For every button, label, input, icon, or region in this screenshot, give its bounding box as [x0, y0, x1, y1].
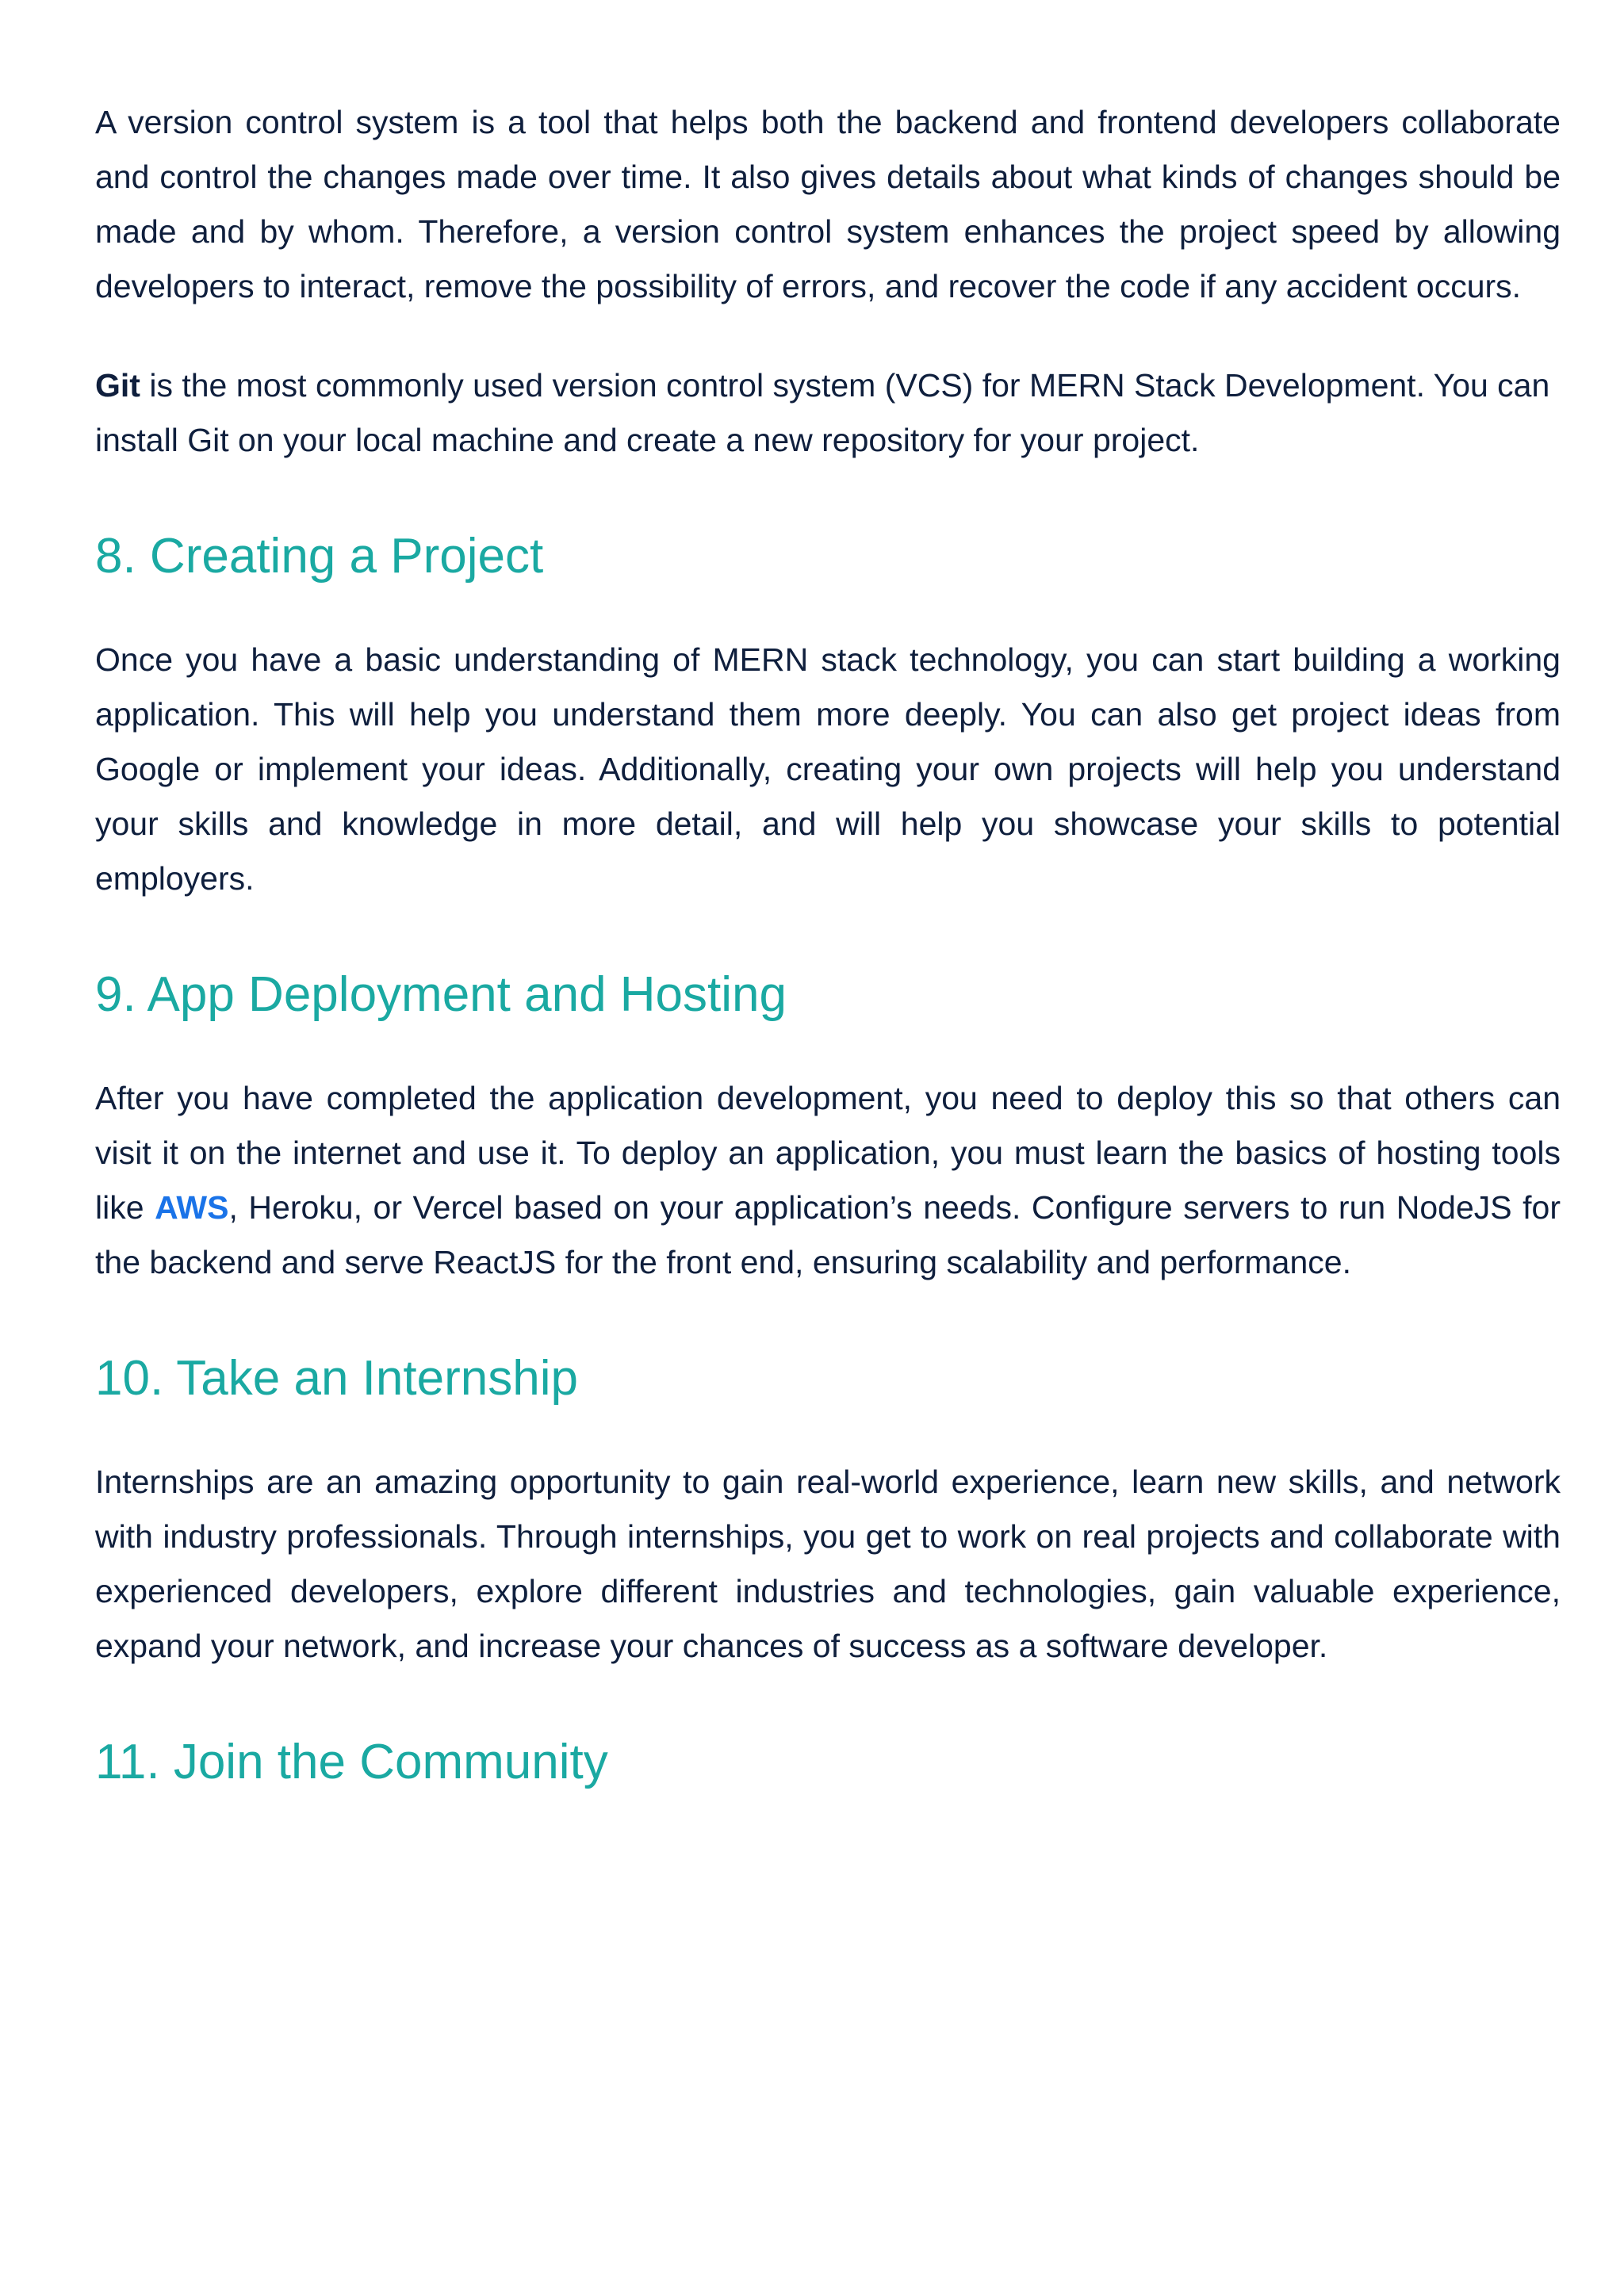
- spacer: [95, 314, 1561, 358]
- section-body-deployment: [95, 1071, 1561, 1290]
- deployment-text-after-link: , Heroku, or Vercel based on your application’s needs. Configure servers to run NodeJS for the backend and serve ReactJS for the front end, ensuring scalability and performance.: [95, 1189, 1561, 1280]
- git-paragraph: [95, 358, 1561, 468]
- git-term: Git: [95, 367, 140, 404]
- document-page: [95, 95, 1561, 1794]
- spacer: [95, 1674, 1561, 1731]
- deployment-text-before-link: After you have completed the application development, you need to deploy this so that others can visit it on the internet and use it. To deploy an application, you must learn the basics of hosting tools like: [95, 1080, 1561, 1226]
- aws-link[interactable]: AWS: [155, 1189, 229, 1226]
- vcs-paragraph: A version control system is a tool that helps both the backend and frontend developers collaborate and control the changes made over time. It also gives details about what kinds of changes should be made and by whom. Therefore, a version control system enhances the project speed by allowing developers to interact, remove the possibility of errors, and recover the code if any accident occurs.: [95, 104, 1561, 304]
- section-heading-internship: 10. Take an Internship: [95, 1351, 578, 1406]
- section-heading-creating-project: 8. Creating a Project: [95, 529, 544, 584]
- section-body-internship: Internships are an amazing opportunity to gain real-world experience, learn new skills, and network with industry professionals. Through internships, you get to work on real projects and collaborate with experienced developers, explore different industries and technologies, gain valuable experience, expand your network, and increase your chances of success as a software developer.: [95, 1464, 1561, 1664]
- spacer: [95, 906, 1561, 963]
- section-heading-deployment: 9. App Deployment and Hosting: [95, 967, 787, 1022]
- spacer: [95, 1410, 1561, 1455]
- section-heading-community: 11. Join the Community: [95, 1735, 608, 1789]
- git-paragraph-text: is the most commonly used version control system (VCS) for MERN Stack Development. You can install Git on your local machine and create a new repository for your project.: [95, 367, 1550, 458]
- spacer: [95, 1027, 1561, 1071]
- spacer: [95, 588, 1561, 633]
- spacer: [95, 468, 1561, 525]
- section-body-creating-project: Once you have a basic understanding of MERN stack technology, you can start building a working application. This will help you understand them more deeply. You can also get project ideas from Google or implement your ideas. Additionally, creating your own projects will help you understand your skills and knowledge in more detail, and will help you showcase your skills to potential employers.: [95, 641, 1561, 897]
- spacer: [95, 1290, 1561, 1347]
